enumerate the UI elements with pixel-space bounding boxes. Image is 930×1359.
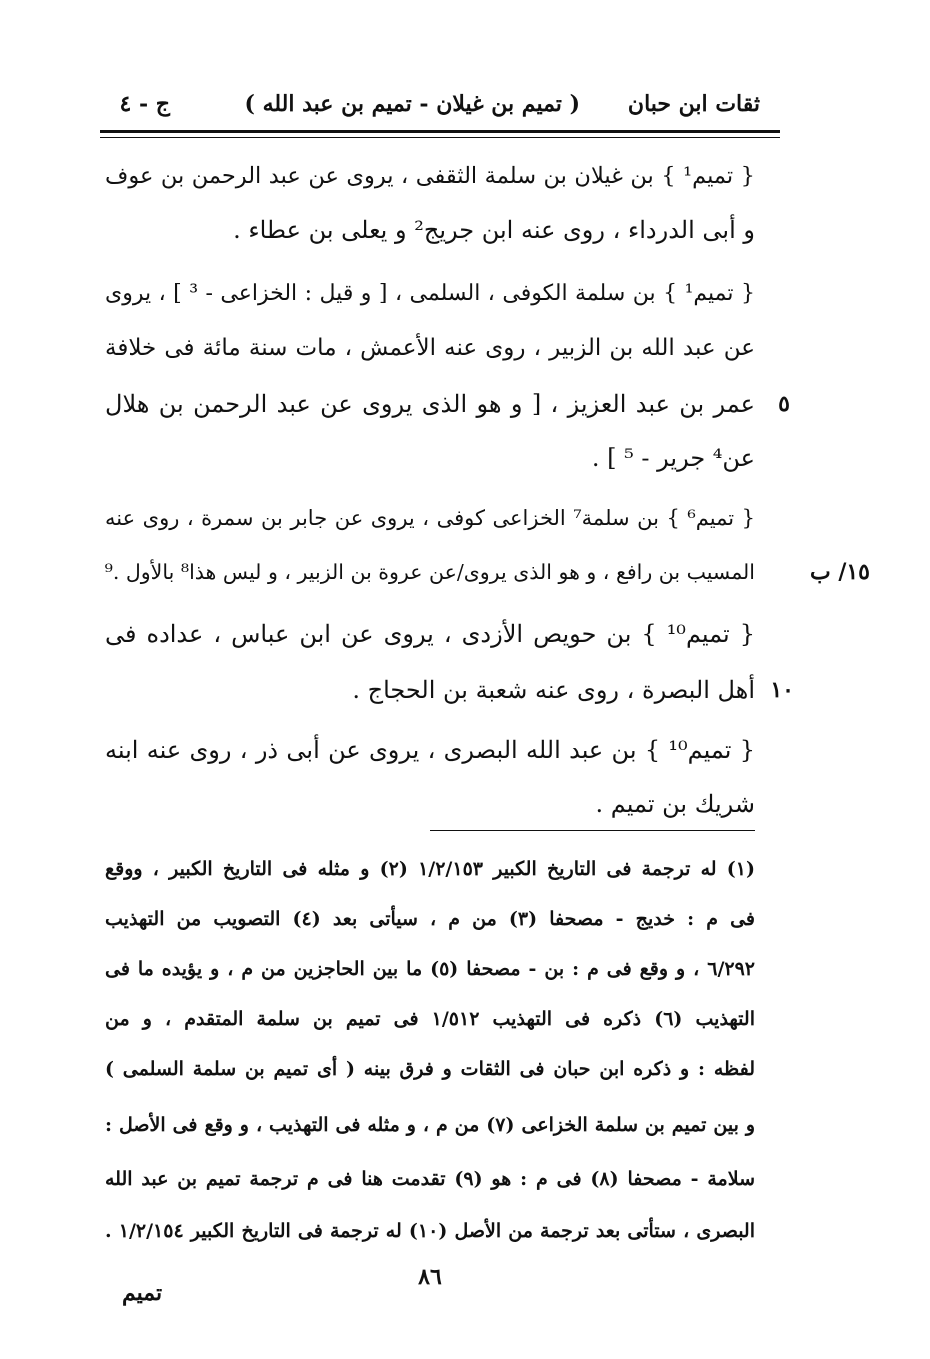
body-line: شريك بن تميم . (595, 790, 755, 818)
margin-line-number-5: ٥ (778, 391, 790, 417)
page-number: ٨٦ (418, 1264, 442, 1290)
margin-line-number-10: ١٠ (770, 677, 794, 703)
running-range: ( تميم بن غيلان - تميم بن عبد الله ) (244, 91, 580, 117)
body-line: { تميم¹ } بن غيلان بن سلمة الثقفى ، يروى عن عبد الرحمن بن عوف (105, 163, 755, 189)
body-line: { تميم¹⁰ } بن عبد الله البصرى ، يروى عن أبى ذر ، روى عنه ابنه (105, 736, 756, 764)
body-line: { تميم⁶ } بن سلمة⁷ الخزاعى كوفى ، يروى عن جابر بن سمرة ، روى عنه (105, 506, 755, 530)
header-rule-thin (100, 137, 780, 138)
footnote-line: التهذيب (٦) ذكره فى التهذيب ١/٥١٢ فى تميم بن سلمة المتقدم ، و من (105, 1008, 755, 1030)
footnote-line: ٦/٢٩٢ ، و وقع فى م : بن - مصحفا (٥) ما بين الحاجزين من م ، و يؤيده ما فى (105, 958, 755, 980)
margin-folio-marker: ١٥/ ب (809, 559, 870, 585)
footnote-line: لفظه : و ذكره ابن حبان فى الثقات و فرق بينه ( أى تميم بن سلمة السلمى ) (105, 1058, 755, 1080)
catchword: تميم (122, 1280, 163, 1306)
body-line: و أبى الدرداء ، روى عنه ابن جريج² و يعلى بن عطاء . (233, 216, 755, 244)
header-rule-thick (100, 130, 780, 133)
footnote-line: سلامة - مصحفا (٨) فى م : هو (٩) تقدمت هنا فى م ترجمة تميم بن عبد الله (105, 1168, 755, 1190)
running-title: ثقات ابن حبان (627, 91, 760, 117)
body-line: عن⁴ جرير - ⁵ ] . (591, 444, 755, 472)
footnote-line: فى م : خديج - مصحفا (٣) من م ، سيأتى بعد (٤) التصويب من التهذيب (105, 908, 755, 930)
body-line: { تميم¹ } بن سلمة الكوفى ، السلمى ، [ و قيل : الخزاعى - ³ ] ، يروى (105, 281, 755, 306)
volume-label: ج - ٤ (119, 91, 170, 117)
body-line: أهل البصرة ، روى عنه شعبة بن الحجاج . (352, 676, 755, 704)
footnote-line: (١) له ترجمة فى التاريخ الكبير ١/٢/١٥٣ (٢) و مثله فى التاريخ الكبير ، ووقع (105, 858, 756, 880)
body-line: { تميم¹⁰ } بن حويص الأزدى ، يروى عن ابن عباس ، عداده فى (105, 620, 755, 648)
body-line: المسيب بن رافع ، و هو الذى يروى/عن عروة بن الزبير ، و ليس هذا⁸ بالأول .⁹ (104, 560, 755, 584)
footnote-line: البصرى ، ستأتى بعد ترجمة من الأصل (١٠) له ترجمة فى التاريخ الكبير ١/٢/١٥٤ . (105, 1220, 756, 1242)
body-line: عمر بن عبد العزيز ، [ و هو الذى يروى عن عبد الرحمن بن هلال (105, 390, 755, 418)
footnote-rule (430, 830, 755, 831)
footnote-line: و بين تميم بن سلمة الخزاعى (٧) من م ، و مثله فى التهذيب ، و وقع فى الأصل : (105, 1114, 755, 1136)
body-line: عن عبد الله بن الزبير ، روى عنه الأعمش ، مات سنة مائة فى خلافة (105, 335, 755, 361)
